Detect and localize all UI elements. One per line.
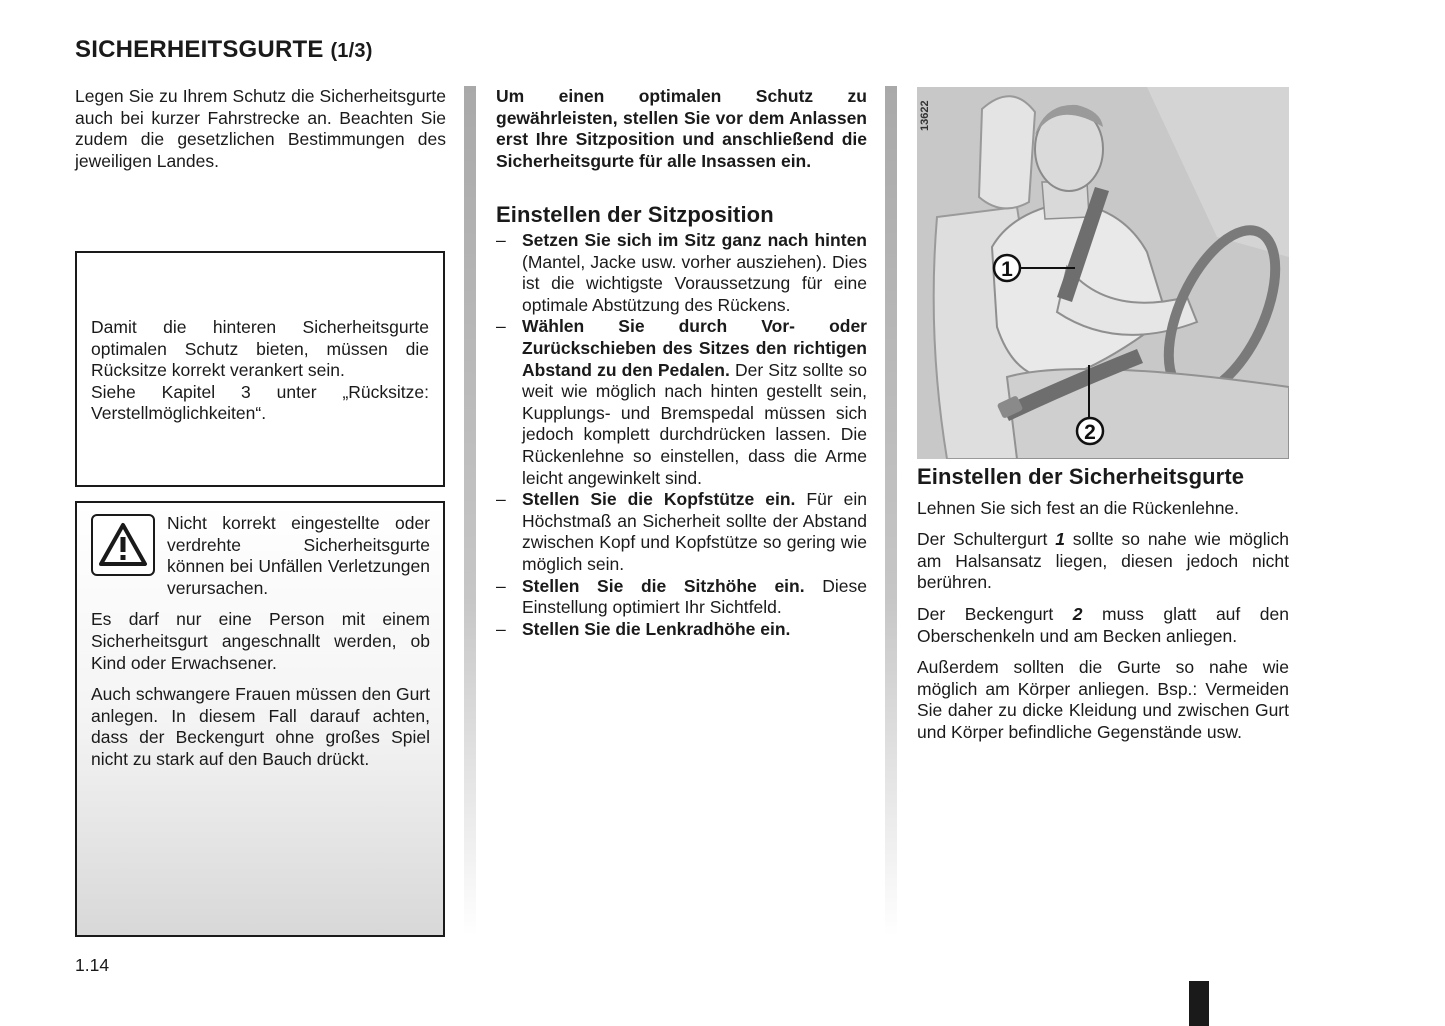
dash-bullet: –: [496, 316, 506, 337]
dash-bullet: –: [496, 489, 506, 510]
step-text: Diese Einstellung optimiert Ihr Sichtfeld.: [522, 575, 867, 618]
callout-2: 2: [1084, 421, 1096, 444]
section-heading-seat: Einstellen der Sitzposition: [496, 202, 774, 227]
dash-bullet: –: [496, 575, 506, 596]
warning-box: [75, 501, 445, 937]
belt-paragraph-3: [917, 604, 1289, 647]
list-item: [496, 316, 867, 489]
list-item: [496, 489, 867, 575]
step-bold: Stellen Sie die Kopfstütze ein.: [522, 489, 796, 510]
note-text-2: Siehe Kapitel 3 unter „Rücksitze: Verstellmöglichkeiten“.: [91, 381, 429, 424]
section-thumb-tab: [1189, 981, 1209, 1026]
column-1: [75, 86, 446, 182]
step-text: Der Sitz sollte so weit wie möglich nach hinten gestellt sein, Kupplungs- und Bremspedal müssen sich jedoch komplett durchdrücken lassen. Die Rückenlehne so einstellen, dass die Arme leicht angewinkelt sind.: [522, 359, 867, 488]
column-separator: [885, 86, 897, 936]
section-heading-belts: Einstellen der Sicherheitsgurte: [917, 464, 1245, 489]
warning-text-2: Es darf nur eine Person mit einem Sicherheitsgurt angeschnallt werden, ob Kind oder Erwachsener.: [91, 609, 430, 673]
list-item: [496, 576, 867, 619]
text-span: sollte so nahe wie möglich am Halsansatz liegen, diesen jedoch nicht berühren.: [917, 529, 1289, 593]
page-number: 1.14: [75, 955, 110, 975]
step-text: (Mantel, Jacke usw. vorher ausziehen). Dies ist die wichtigste Voraussetzung für eine optimale Abstützung des Rückens.: [522, 251, 867, 315]
seat-steps-list: [496, 230, 867, 640]
note-text-1: Damit die hinteren Sicherheitsgurte optimalen Schutz bieten, müssen die Rücksitze korrekt verankert sein.: [91, 317, 429, 381]
column-3: [917, 466, 1289, 754]
intro-bold-paragraph: Um einen optimalen Schutz zu gewährleisten, stellen Sie vor dem Anlassen erst Ihre Sitzposition und anschließend die Sicherheitsgurte für alle Insassen ein.: [496, 86, 867, 171]
belt-paragraph-4: Außerdem sollten die Gurte so nahe wie möglich am Körper anliegen. Bsp.: Vermeiden Sie daher zu dicke Kleidung und zwischen Gurt und Körper befindliche Gegenstände usw.: [917, 657, 1289, 742]
step-bold: Wählen Sie durch Vor- oder Zurückschieben des Sitzes den richtigen Abstand zu den Pedalen.: [522, 316, 867, 380]
belt-paragraph-1: Lehnen Sie sich fest an die Rückenlehne.: [917, 497, 1240, 518]
step-text: Für ein Höchstmaß an Sicherheit sollte der Abstand zwischen Kopf und Kopfstütze so gering wie möglich sein.: [522, 489, 867, 574]
list-item: [496, 230, 867, 316]
column-2: [496, 86, 867, 639]
figure-id: 13622: [919, 100, 931, 132]
text-span: Der Beckengurt: [917, 603, 1073, 624]
list-item: [496, 619, 867, 641]
step-bold: Setzen Sie sich im Sitz ganz nach hinten: [522, 230, 867, 250]
page-title-text: SICHERHEITSGURTE: [75, 36, 324, 63]
reference-1: 1: [1055, 529, 1065, 550]
text-span: muss glatt auf den Oberschenkeln und am Becken anliegen.: [917, 603, 1289, 646]
warning-text-1: Nicht korrekt eingestellte oder verdrehte Sicherheitsgurte können bei Unfällen Verletzungen verursachen.: [167, 513, 430, 598]
step-bold: Stellen Sie die Lenkradhöhe ein.: [522, 618, 791, 639]
belt-paragraph-2: [917, 529, 1289, 594]
column-separator: [464, 86, 476, 936]
callout-1: 1: [1001, 258, 1013, 281]
seatbelt-illustration: [917, 87, 1289, 459]
dash-bullet: –: [496, 618, 506, 639]
intro-paragraph: Legen Sie zu Ihrem Schutz die Sicherheitsgurte auch bei kurzer Fahrstrecke an. Beachten Sie zudem die gesetzlichen Bestimmungen des jeweiligen Landes.: [75, 86, 446, 171]
dash-bullet: –: [496, 230, 506, 250]
warning-triangle-icon: [91, 514, 155, 576]
reference-2: 2: [1072, 603, 1083, 624]
step-bold: Stellen Sie die Sitzhöhe ein.: [522, 575, 805, 596]
note-box: [75, 251, 445, 487]
text-span: Der Schultergurt: [917, 529, 1056, 550]
warning-text-3: Auch schwangere Frauen müssen den Gurt anlegen. In diesem Fall darauf achten, dass der Beckengurt ohne großes Spiel nicht zu stark auf den Bauch drückt.: [91, 684, 430, 769]
page-title-part: (1/3): [330, 40, 373, 62]
page-title: [75, 36, 373, 64]
